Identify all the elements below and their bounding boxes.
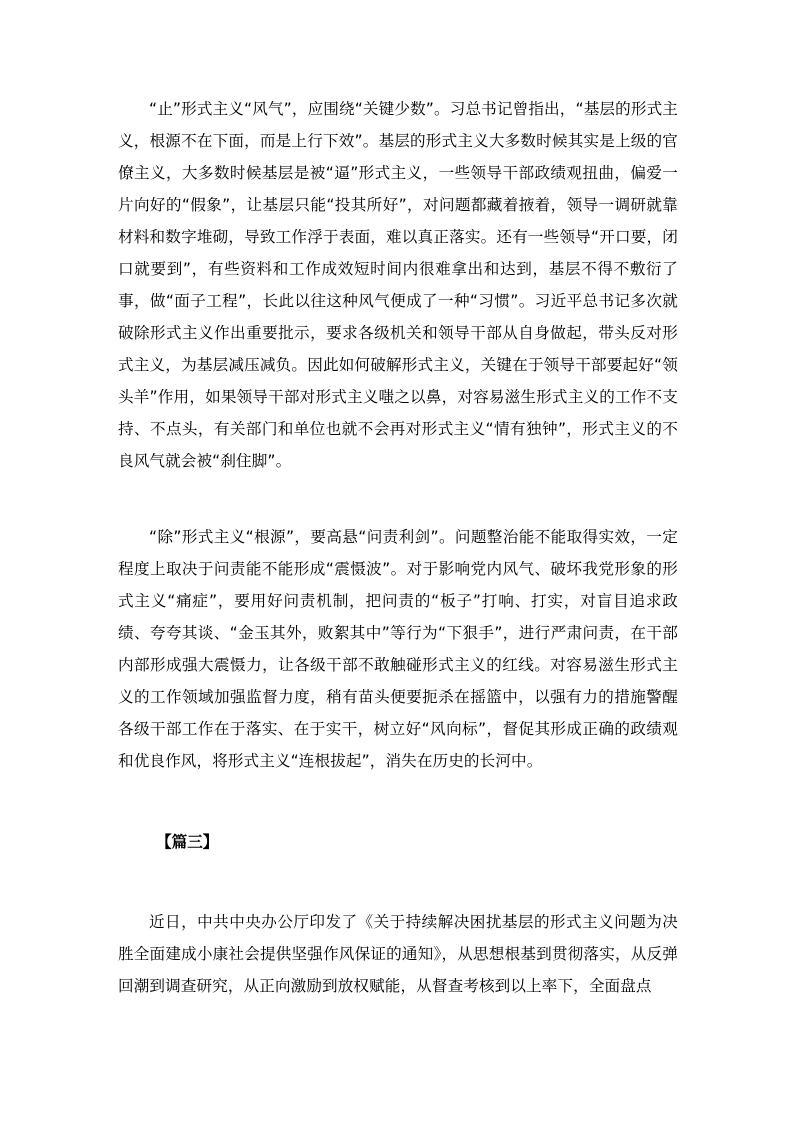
paragraph-remove-formalism-root: “除”形式主义“根源”，要高悬“问责利剑”。问题整治能不能取得实效，一定程度上取决于问责能不能形成“震慑波”。对于影响党内风气、破坏我党形象的形式主义“痛症”，要用好问责机制，把问责的“板子”打响、打实，对盲目追求政绩、夸夸其谈、“金玉其外，败絮其中”等行为“下狠手”，进行严肃问责，在干部内部形成强大震慑力，让各级干部不敢触碰形式主义的红线。对容易滋生形式主义的工作领域加强监督力度，稍有苗头便要扼杀在摇篮中，以强有力的措施警醒各级干部工作在于落实、在于实干，树立好“风向标”，督促其形成正确的政绩观和优良作风，将形式主义“连根拔起”，消失在历史的长河中。 xyxy=(118,528,678,770)
paragraph-stop-formalism-atmosphere: “止”形式主义“风气”，应围绕“关键少数”。习总书记曾指出，“基层的形式主义，根源不在下面，而是上行下效”。基层的形式主义大多数时候其实是上级的官僚主义，大多数时候基层是被“逼”形式主义，一些领导干部政绩观扭曲，偏爱一片向好的“假象”，让基层只能“投其所好”，对问题都藏着掖着，领导一调研就靠材料和数字堆砌，导致工作浮于表面，难以真正落实。还有一些领导“开口要，闭口就要到”，有些资料和工作成效短时间内很难拿出和达到，基层不得不敷衍了事，做“面子工程”，长此以往这种风气便成了一种“习惯”。习近平总书记多次就破除形式主义作出重要批示，要求各级机关和领导干部从自身做起，带头反对形式主义，为基层减压减负。因此如何破解形式主义，关键在于领导干部要起好“领头羊”作用，如果领导干部对形式主义嗤之以鼻，对容易滋生形式主义的工作不支持、不点头，有关部门和单位也就不会再对形式主义“情有独钟”，形式主义的不良风气就会被“刹住脚”。 xyxy=(118,100,678,470)
section-title: 【篇三】 xyxy=(156,833,219,851)
paragraph-recent-notice: 近日，中共中央办公厅印发了《关于持续解决困扰基层的形式主义问题为决胜全面建成小康社会提供坚强作风保证的通知》，从思想根基到贯彻落实，从反弹回潮到调查研究，从正向激励到放权赋能，从督查考核到以上率下，全面盘点 xyxy=(118,913,678,995)
